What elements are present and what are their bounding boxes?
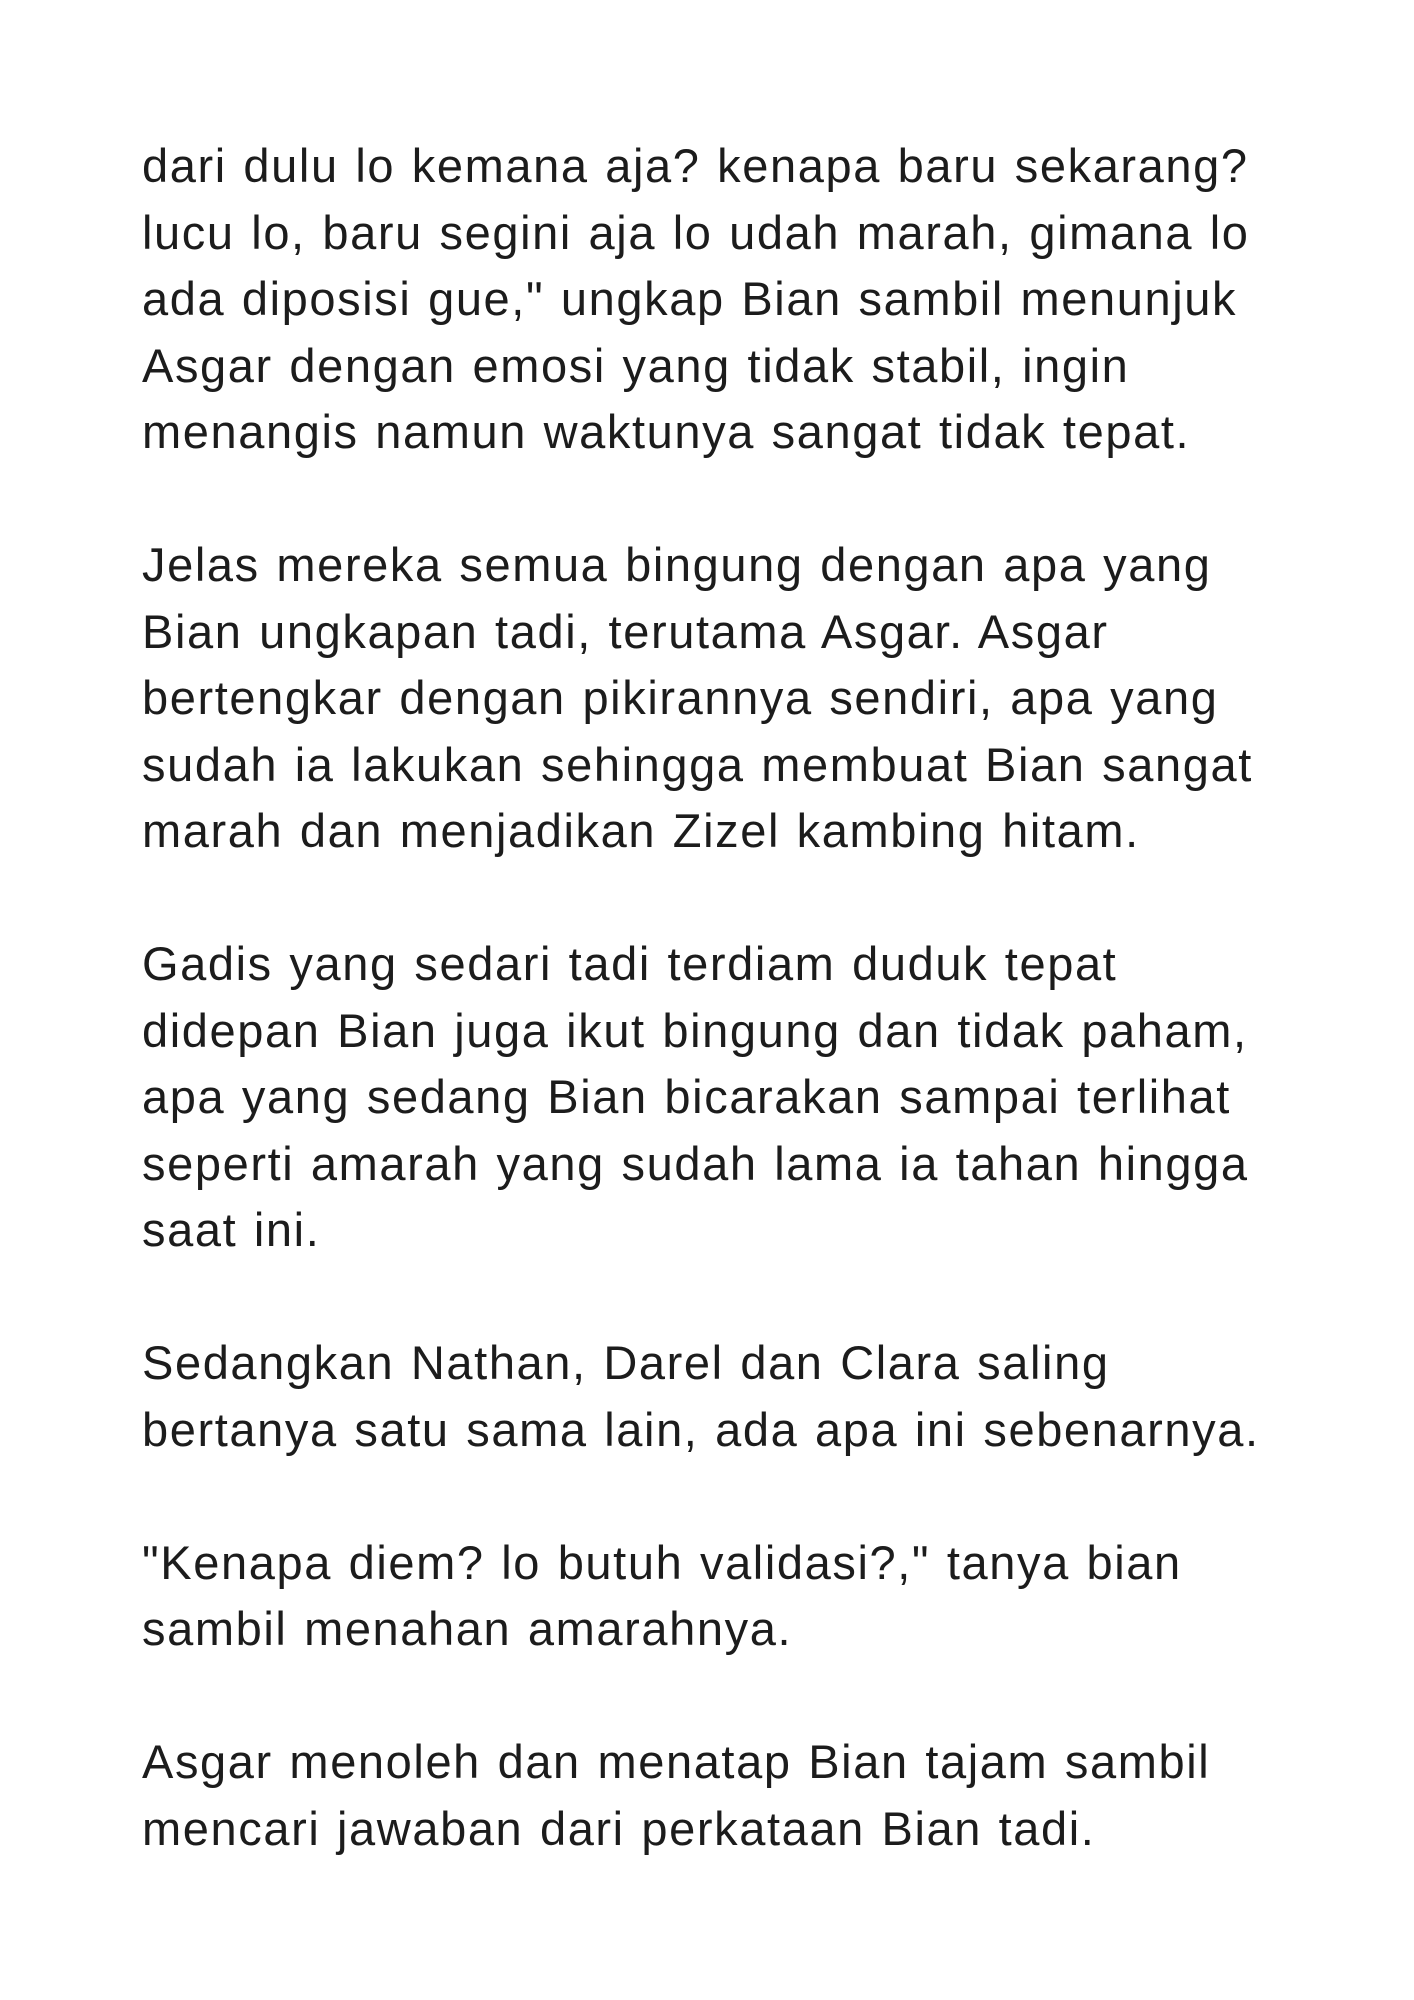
text-line: Asgar dengan emosi yang tidak stabil, ingin [142,338,1130,392]
text-line: seperti amarah yang sudah lama ia tahan hingga [142,1136,1249,1190]
paragraph-5 [142,1530,1322,1663]
paragraph-6 [142,1729,1322,1862]
text-line: bertanya satu sama lain, ada apa ini sebenarnya. [142,1402,1260,1456]
paragraph-2 [142,532,1322,865]
text-line: sudah ia lakukan sehingga membuat Bian sangat [142,737,1253,791]
text-line: Jelas mereka semua bingung dengan apa yang [142,538,1212,591]
text-line: Sedangkan Nathan, Darel dan Clara saling [142,1336,1110,1389]
paragraph-4 [142,1330,1322,1463]
story-page [142,133,1322,1929]
text-line: Bian ungkapan tadi, terutama Asgar. Asgar [142,604,1109,658]
text-line: menangis namun waktunya sangat tidak tepat. [142,405,1191,458]
paragraph-3 [142,931,1322,1264]
text-line: dari dulu lo kemana aja? kenapa baru sekarang? [142,139,1249,192]
text-line: apa yang sedang Bian bicarakan sampai terlihat [142,1070,1231,1123]
text-line: bertengkar dengan pikirannya sendiri, apa yang [142,671,1219,724]
paragraph-1 [142,133,1322,466]
text-line: ada diposisi gue," ungkap Bian sambil menunjuk [142,272,1238,325]
text-line: Asgar menoleh dan menatap Bian tajam sambil [142,1735,1211,1788]
text-line: sambil menahan amarahnya. [142,1602,793,1655]
text-line: saat ini. [142,1203,321,1256]
text-line: didepan Bian juga ikut bingung dan tidak paham, [142,1003,1248,1057]
text-line: Gadis yang sedari tadi terdiam duduk tepat [142,937,1118,990]
text-line: lucu lo, baru segini aja lo udah marah, gimana lo [142,205,1250,259]
text-line: "Kenapa diem? lo butuh validasi?," tanya bian [142,1535,1182,1589]
text-line: mencari jawaban dari perkataan Bian tadi. [142,1801,1096,1855]
text-line: marah dan menjadikan Zizel kambing hitam. [142,804,1140,857]
